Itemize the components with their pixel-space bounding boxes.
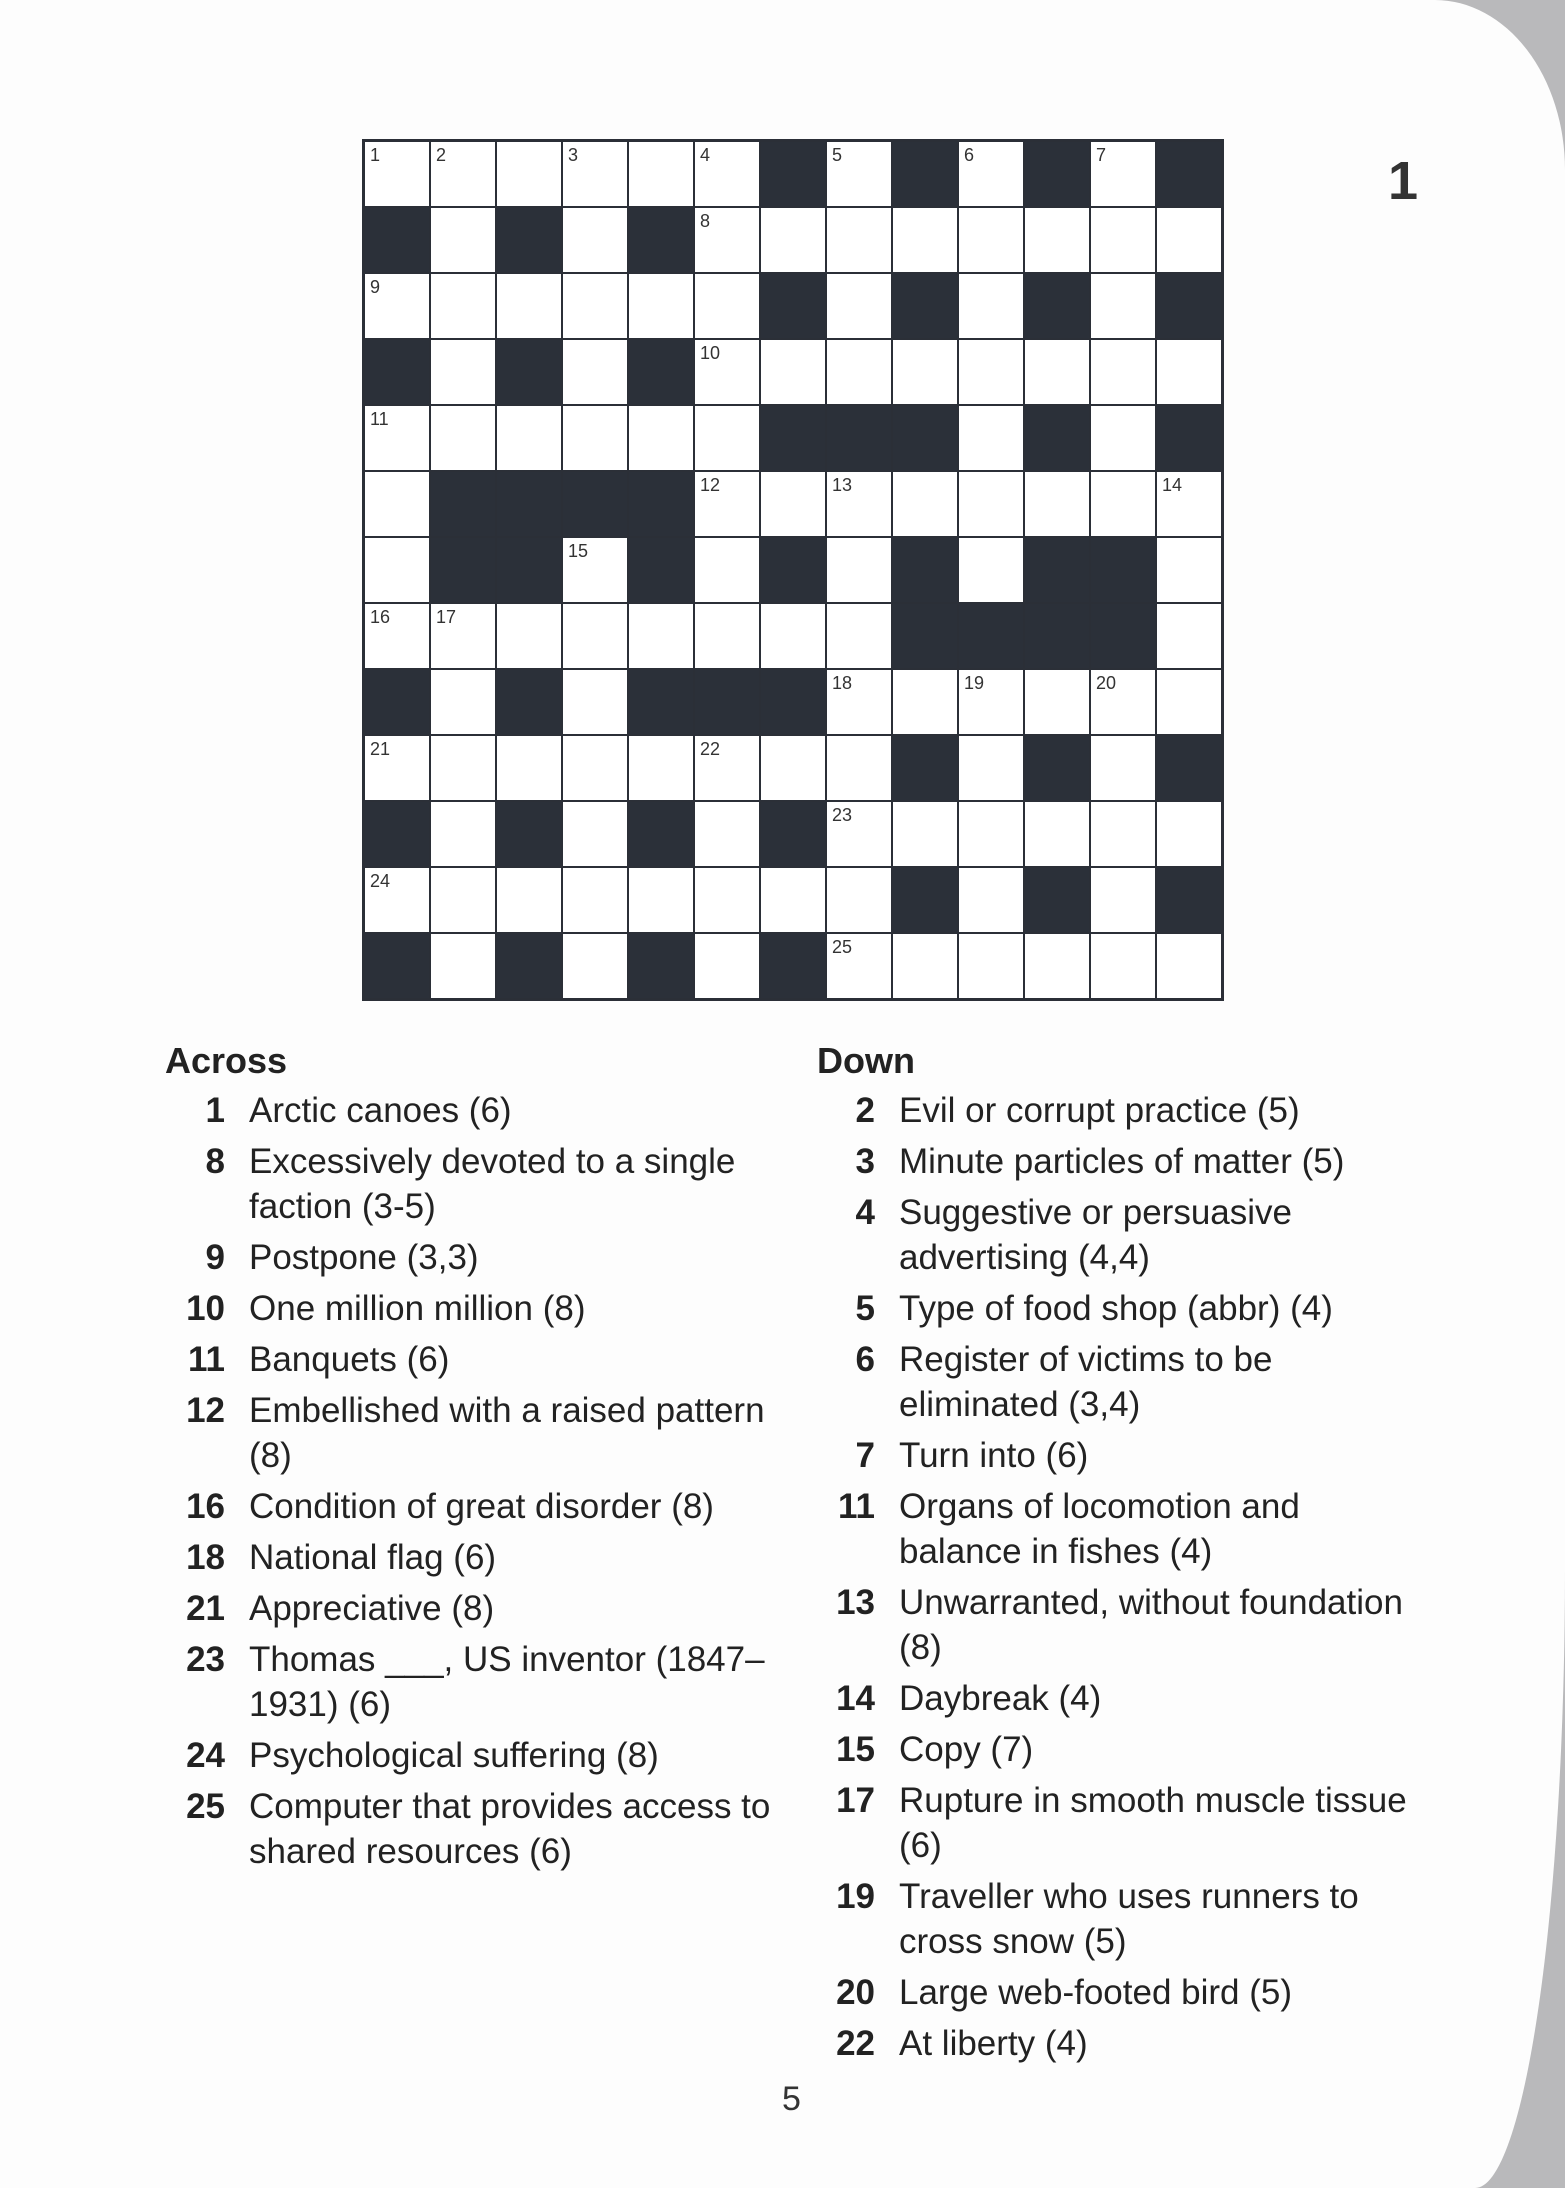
crossword-cell[interactable] [1090,867,1156,933]
crossword-cell[interactable] [694,603,760,669]
black-square [628,339,694,405]
crossword-cell[interactable] [694,273,760,339]
crossword-cell[interactable] [958,933,1024,999]
black-square [364,207,430,273]
clue-text: Condition of great disorder (8) [249,1487,714,1526]
black-square [628,537,694,603]
crossword-cell[interactable] [694,141,760,207]
black-square [1024,537,1090,603]
crossword-cell[interactable] [826,801,892,867]
clue-number: 5 [855,1289,875,1328]
crossword-cell[interactable] [562,405,628,471]
black-square [892,273,958,339]
across-clues [165,1040,789,1880]
clue-number: 15 [836,1730,875,1769]
crossword-cell[interactable] [628,735,694,801]
black-square [364,339,430,405]
clue-number: 24 [370,871,391,891]
black-square [430,537,496,603]
clue-text: National flag (6) [249,1538,497,1577]
crossword-cell[interactable] [958,669,1024,735]
crossword-cell[interactable] [760,339,826,405]
clue-number: 12 [186,1391,225,1430]
crossword-cell[interactable] [1156,207,1222,273]
clue-number: 16 [370,607,391,627]
clue-number: 1 [205,1091,225,1130]
black-square [892,141,958,207]
black-square [1156,141,1222,207]
crossword-cell[interactable] [958,801,1024,867]
down-clue [817,1088,1419,1133]
clue-number: 24 [186,1736,225,1775]
black-square [760,669,826,735]
crossword-cell[interactable] [1024,669,1090,735]
crossword-cell[interactable] [562,933,628,999]
crossword-cell[interactable] [496,735,562,801]
down-clue [817,1433,1419,1478]
clue-number: 10 [186,1289,225,1328]
black-square [562,471,628,537]
crossword-cell[interactable] [628,141,694,207]
crossword-cell[interactable] [430,867,496,933]
across-clue [165,1337,789,1382]
black-square [430,471,496,537]
crossword-cell[interactable] [958,273,1024,339]
crossword-cell[interactable] [1024,471,1090,537]
crossword-cell[interactable] [694,735,760,801]
crossword-cell[interactable] [1024,339,1090,405]
crossword-cell[interactable] [826,933,892,999]
crossword-cell[interactable] [1090,471,1156,537]
across-clue [165,1139,789,1229]
crossword-cell[interactable] [826,207,892,273]
crossword-cell[interactable] [430,933,496,999]
crossword-cell[interactable] [562,141,628,207]
across-clue [165,1235,789,1280]
crossword-cell[interactable] [958,207,1024,273]
crossword-cell[interactable] [892,933,958,999]
black-square [760,273,826,339]
crossword-cell[interactable] [562,801,628,867]
black-square [1156,405,1222,471]
clue-number: 21 [186,1589,225,1628]
clue-number: 11 [838,1487,875,1526]
crossword-cell[interactable] [1090,933,1156,999]
crossword-cell[interactable] [1024,801,1090,867]
clue-number: 23 [832,805,853,825]
black-square [364,933,430,999]
crossword-cell[interactable] [1156,933,1222,999]
crossword-cell[interactable] [826,471,892,537]
crossword-cell[interactable] [760,867,826,933]
crossword-cell[interactable] [364,141,430,207]
clue-text: Organs of locomotion and balance in fishes (4) [899,1487,1300,1571]
crossword-cell[interactable] [826,339,892,405]
crossword-cell[interactable] [364,471,430,537]
black-square [760,801,826,867]
clue-number: 6 [855,1340,875,1379]
crossword-cell[interactable] [628,603,694,669]
clue-number: 9 [205,1238,225,1277]
crossword-cell[interactable] [562,669,628,735]
crossword-cell[interactable] [430,801,496,867]
clue-text: Large web-footed bird (5) [899,1973,1292,2012]
clue-text: Type of food shop (abbr) (4) [899,1289,1333,1328]
crossword-grid [362,139,1224,1001]
black-square [892,867,958,933]
black-square [496,207,562,273]
crossword-cell[interactable] [562,537,628,603]
clue-text: Evil or corrupt practice (5) [899,1091,1300,1130]
black-square [1024,273,1090,339]
black-square [760,933,826,999]
puzzle-number: 1 [1388,151,1419,211]
crossword-cell[interactable] [958,405,1024,471]
crossword-cell[interactable] [826,537,892,603]
crossword-cell[interactable] [892,801,958,867]
crossword-cell[interactable] [430,339,496,405]
black-square [892,405,958,471]
crossword-cell[interactable] [1156,669,1222,735]
crossword-cell[interactable] [430,603,496,669]
crossword-cell[interactable] [364,537,430,603]
black-square [1156,735,1222,801]
clue-number: 25 [832,937,853,957]
crossword-cell[interactable] [694,867,760,933]
clue-text: Daybreak (4) [899,1679,1102,1718]
crossword-cell[interactable] [694,471,760,537]
clue-number: 22 [700,739,721,759]
clue-number: 17 [436,607,457,627]
clue-text: Excessively devoted to a single faction (3-5) [249,1142,736,1226]
crossword-cell[interactable] [496,603,562,669]
clue-number: 11 [188,1340,225,1379]
black-square [496,537,562,603]
clue-number: 16 [186,1487,225,1526]
crossword-cell[interactable] [826,669,892,735]
crossword-cell[interactable] [826,735,892,801]
clue-text: Thomas ___, US inventor (1847–1931) (6) [249,1640,765,1724]
crossword-cell[interactable] [364,735,430,801]
crossword-cell[interactable] [628,273,694,339]
clue-number: 2 [855,1091,875,1130]
clue-number: 25 [186,1787,225,1826]
crossword-cell[interactable] [760,735,826,801]
clue-number: 18 [832,673,853,693]
crossword-cell[interactable] [430,141,496,207]
black-square [496,669,562,735]
clue-number: 21 [370,739,391,759]
down-clue [817,1874,1419,1964]
crossword-cell[interactable] [496,273,562,339]
across-clue [165,1088,789,1133]
crossword-cell[interactable] [892,207,958,273]
crossword-cell[interactable] [760,603,826,669]
clue-number: 4 [700,145,711,165]
clue-number: 8 [700,211,711,231]
crossword-cell[interactable] [958,867,1024,933]
black-square [1156,273,1222,339]
black-square [1024,141,1090,207]
clue-number: 23 [186,1640,225,1679]
clue-number: 19 [836,1877,875,1916]
black-square [1090,603,1156,669]
clue-number: 11 [370,409,389,429]
crossword-cell[interactable] [562,867,628,933]
across-clue [165,1733,789,1778]
crossword-cell[interactable] [364,273,430,339]
crossword-cell[interactable] [1090,405,1156,471]
crossword-cell[interactable] [562,207,628,273]
clue-number: 1 [370,145,381,165]
across-clue [165,1286,789,1331]
crossword-cell[interactable] [628,867,694,933]
crossword-cell[interactable] [694,933,760,999]
crossword-cell[interactable] [760,471,826,537]
crossword-cell[interactable] [694,405,760,471]
black-square [628,669,694,735]
crossword-cell[interactable] [694,537,760,603]
crossword-cell[interactable] [496,405,562,471]
clue-number: 13 [836,1583,875,1622]
clue-number: 17 [836,1781,875,1820]
crossword-cell[interactable] [562,339,628,405]
page-number: 5 [782,2080,801,2118]
across-heading: Across [165,1040,288,1081]
black-square [364,669,430,735]
crossword-cell[interactable] [1090,207,1156,273]
crossword-cell[interactable] [1090,735,1156,801]
clue-number: 14 [1162,475,1183,495]
crossword-cell[interactable] [1090,339,1156,405]
crossword-cell[interactable] [1090,669,1156,735]
down-clue [817,1337,1419,1427]
crossword-cell[interactable] [826,603,892,669]
black-square [826,405,892,471]
clue-text: Rupture in smooth muscle tissue (6) [899,1781,1407,1865]
black-square [1024,405,1090,471]
down-clue [817,1970,1419,2015]
crossword-cell[interactable] [892,669,958,735]
crossword-cell[interactable] [694,207,760,273]
clue-text: Copy (7) [899,1730,1034,1769]
crossword-cell[interactable] [958,471,1024,537]
across-clue [165,1388,789,1478]
across-clue [165,1586,789,1631]
crossword-cell[interactable] [1156,603,1222,669]
crossword-cell[interactable] [562,273,628,339]
crossword-cell[interactable] [1090,801,1156,867]
down-clue [817,1778,1419,1868]
crossword-cell[interactable] [562,603,628,669]
clue-text: One million million (8) [249,1289,586,1328]
black-square [892,735,958,801]
crossword-cell[interactable] [958,735,1024,801]
crossword-cell[interactable] [1090,141,1156,207]
black-square [958,603,1024,669]
clue-text: Turn into (6) [899,1436,1089,1475]
crossword-cell[interactable] [694,339,760,405]
black-square [628,207,694,273]
clue-text: Postpone (3,3) [249,1238,479,1277]
crossword-cell[interactable] [364,405,430,471]
crossword-cell[interactable] [694,801,760,867]
crossword-cell[interactable] [430,669,496,735]
clue-number: 6 [964,145,975,165]
across-clue [165,1637,789,1727]
black-square [496,471,562,537]
clue-text: Banquets (6) [249,1340,450,1379]
clue-text: Embellished with a raised pattern (8) [249,1391,765,1475]
clue-number: 20 [1096,673,1117,693]
clue-number: 20 [836,1973,875,2012]
crossword-cell[interactable] [1156,471,1222,537]
crossword-cell[interactable] [430,207,496,273]
crossword-cell[interactable] [364,603,430,669]
crossword-cell[interactable] [892,471,958,537]
clue-number: 7 [855,1436,875,1475]
down-heading: Down [817,1040,915,1081]
crossword-cell[interactable] [496,867,562,933]
crossword-cell[interactable] [430,735,496,801]
clue-number: 14 [836,1679,875,1718]
clue-number: 7 [1096,145,1107,165]
clue-text: Unwarranted, without foundation (8) [899,1583,1403,1667]
crossword-cell[interactable] [562,735,628,801]
crossword-cell[interactable] [1024,933,1090,999]
across-clue [165,1535,789,1580]
clue-number: 13 [832,475,853,495]
black-square [496,933,562,999]
black-square [1090,537,1156,603]
across-clue [165,1784,789,1874]
black-square [628,933,694,999]
down-clue [817,1676,1419,1721]
down-clue [817,1286,1419,1331]
clue-number: 12 [700,475,721,495]
black-square [364,801,430,867]
black-square [496,339,562,405]
crossword-cell[interactable] [364,867,430,933]
black-square [628,471,694,537]
black-square [694,669,760,735]
down-clue [817,1484,1419,1574]
clue-text: Minute particles of matter (5) [899,1142,1345,1181]
crossword-cell[interactable] [1090,273,1156,339]
crossword-cell[interactable] [892,339,958,405]
black-square [496,801,562,867]
crossword-cell[interactable] [1156,339,1222,405]
down-clue [817,1139,1419,1184]
black-square [1024,735,1090,801]
black-square [760,405,826,471]
black-square [628,801,694,867]
clue-number: 18 [186,1538,225,1577]
crossword-cell[interactable] [1024,207,1090,273]
crossword-cell[interactable] [760,207,826,273]
clue-number: 9 [370,277,381,297]
clue-number: 22 [836,2024,875,2063]
crossword-cell[interactable] [430,405,496,471]
black-square [760,537,826,603]
clue-number: 8 [205,1142,225,1181]
clue-text: Arctic canoes (6) [249,1091,512,1130]
black-square [1156,867,1222,933]
clue-text: At liberty (4) [899,2024,1088,2063]
clue-number: 3 [568,145,579,165]
clue-number: 4 [855,1193,875,1232]
clue-number: 5 [832,145,843,165]
crossword-cell[interactable] [628,405,694,471]
clue-number: 2 [436,145,447,165]
down-clue [817,1580,1419,1670]
black-square [760,141,826,207]
clue-text: Traveller who uses runners to cross snow (5) [899,1877,1359,1961]
crossword-cell[interactable] [826,273,892,339]
crossword-cell[interactable] [958,141,1024,207]
clue-text: Register of victims to be eliminated (3,4) [899,1340,1273,1424]
crossword-cell[interactable] [958,339,1024,405]
crossword-cell[interactable] [826,867,892,933]
clue-text: Computer that provides access to shared resources (6) [249,1787,771,1871]
clue-number: 15 [568,541,589,561]
clue-number: 3 [855,1142,875,1181]
clue-text: Appreciative (8) [249,1589,495,1628]
clue-text: Psychological suffering (8) [249,1736,659,1775]
down-clue [817,2021,1419,2066]
crossword-cell[interactable] [1156,537,1222,603]
clue-number: 10 [700,343,721,363]
down-clues [817,1040,1419,2072]
black-square [892,603,958,669]
crossword-cell[interactable] [958,537,1024,603]
crossword-cell[interactable] [826,141,892,207]
across-clue [165,1484,789,1529]
clue-text: Suggestive or persuasive advertising (4,4) [899,1193,1292,1277]
crossword-cell[interactable] [496,141,562,207]
clue-number: 19 [964,673,985,693]
down-clue [817,1727,1419,1772]
crossword-cell[interactable] [430,273,496,339]
black-square [1024,867,1090,933]
black-square [1024,603,1090,669]
crossword-cell[interactable] [1156,801,1222,867]
black-square [892,537,958,603]
down-clue [817,1190,1419,1280]
